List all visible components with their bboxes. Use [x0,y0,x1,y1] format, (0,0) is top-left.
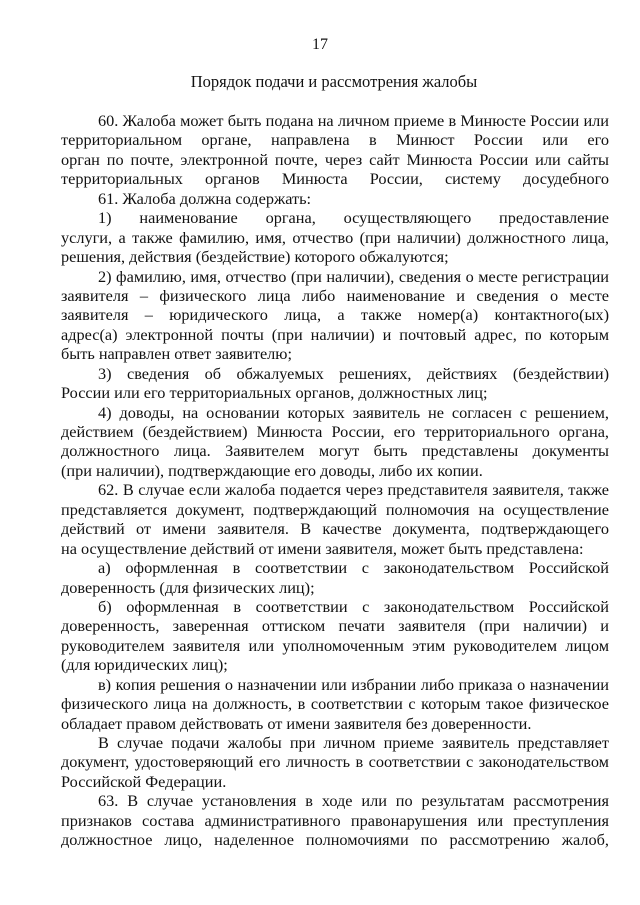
paragraph [61,267,609,364]
text-line: адрес(а) электронной почты (при наличии) и почтовый адрес, по которым [61,324,609,344]
text-line: Российской Федерации. [61,771,227,791]
text-line: а) оформленная в соответствии с законодательством Российской [98,558,609,578]
text-line: на осуществление действий от имени заявителя, может быть представлена: [61,538,584,558]
paragraph [61,111,609,189]
text-line: орган по почте, электронной почте, через сайт Минюста России или сайты [61,149,609,169]
text-line: доверенность, заверенная оттиском печати заявителя (при наличии) и [61,616,609,636]
paragraph [61,597,609,675]
paragraph [61,733,609,791]
text-line: территориальных органов Минюста России, систему досудебного [61,169,609,189]
text-line: В случае подачи жалобы при личном приеме заявитель представляет [98,733,609,752]
text-line: доверенность (для физических лиц); [61,577,315,597]
text-line: должностное лицо, наделенное полномочиями по рассмотрению жалоб, [61,830,609,850]
text-line: 3) сведения об обжалуемых решениях, действиях (бездействии) [98,363,609,383]
text-line: обладает правом действовать от имени заявителя без доверенности. [61,713,532,733]
text-line: представляется документ, подтверждающий полномочия на осуществление [61,499,609,519]
section-title: Порядок подачи и рассмотрения жалобы [190,72,478,91]
text-line: признаков состава административного правонарушения или преступления [61,810,609,830]
document-body [61,111,609,850]
text-line: 62. В случае если жалоба подается через представителя заявителя, также [98,480,609,500]
text-line: услуги, а также фамилию, имя, отчество (при наличии) должностного лица, [61,227,609,247]
paragraph [61,403,609,481]
text-line: должностного лица. Заявителем могут быть представлены документы [61,441,609,461]
text-line: действий от имени заявителя. В качестве документа, подтверждающего [61,519,609,539]
page-number: 17 [312,36,328,53]
text-line: в) копия решения о назначении или избрании либо приказа о назначении [98,674,609,694]
text-line: заявителя – физического лица либо наименование и сведения о месте [61,285,609,305]
paragraph [61,189,609,208]
text-line: 61. Жалоба должна содержать: [98,188,312,208]
text-line: территориальном органе, направлена в Минюст России или его [61,130,609,150]
text-line: физического лица на должность, в соответствии с которым такое физическое [61,694,609,714]
text-line: 2) фамилию, имя, отчество (при наличии), сведения о месте регистрации [98,266,609,286]
text-line: России или его территориальных органов, должностных лиц; [61,383,488,403]
text-line: действием (бездействием) Минюста России, его территориального органа, [61,422,609,441]
paragraph [61,558,609,597]
paragraph [61,675,609,733]
text-line: 63. В случае установления в ходе или по результатам рассмотрения [98,791,609,811]
paragraph [61,480,609,558]
text-line: быть направлен ответ заявителю; [61,344,292,364]
text-line: документ, удостоверяющий его личность в соответствии с законодательством [61,752,609,772]
text-line: 60. Жалоба может быть подана на личном приеме в Минюсте России или [98,111,609,130]
text-line: 4) доводы, на основании которых заявитель не согласен с решением, [98,402,609,422]
paragraph [61,208,609,266]
paragraph [61,791,609,849]
text-line: решения, действия (бездействие) которого обжалуются; [61,247,449,267]
text-line: б) оформленная в соответствии с законодательством Российской [98,596,609,616]
text-line: 1) наименование органа, осуществляющего предоставление [98,208,609,228]
paragraph [61,364,609,403]
text-line: заявителя – юридического лица, а также номер(а) контактного(ых) [61,305,609,325]
text-line: (при наличии), подтверждающие его доводы, либо их копии. [61,460,483,480]
text-line: руководителем заявителя или уполномоченным этим руководителем лицом [61,635,609,655]
text-line: (для юридических лиц); [61,655,228,675]
